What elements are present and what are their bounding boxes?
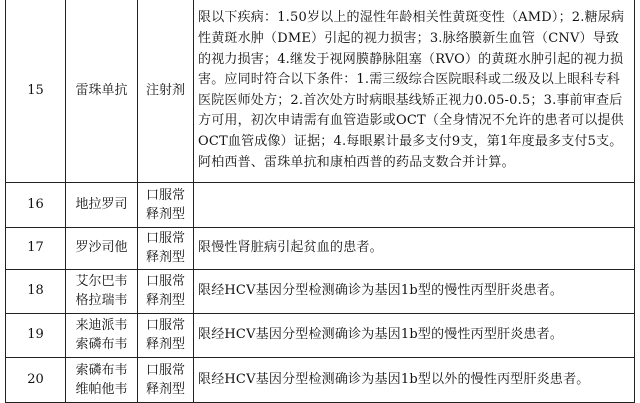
dosage-form-line: 释剂型	[145, 206, 185, 222]
table-row	[6, 0, 635, 182]
restriction-note: 限经HCV基因分型检测确诊为基因1b型以外的慢性丙型肝炎患者。	[194, 357, 635, 402]
dosage-form	[138, 182, 194, 227]
dosage-form	[138, 357, 194, 402]
drug-name: 罗沙司他	[66, 227, 138, 269]
restriction-note	[194, 182, 635, 227]
drug-name: 地拉罗司	[66, 182, 138, 227]
dosage-form-line: 口服常	[145, 318, 185, 333]
dosage-form-line: 口服常	[145, 274, 185, 289]
dosage-form-line: 口服常	[145, 187, 185, 203]
dosage-form-line: 释剂型	[145, 293, 185, 308]
dosage-form	[138, 313, 194, 357]
row-number: 16	[6, 182, 66, 227]
drug-name-line: 索磷布韦	[75, 337, 128, 352]
drug-name: 雷珠单抗	[66, 0, 138, 182]
table-row	[6, 313, 635, 357]
row-number: 20	[6, 357, 66, 402]
dosage-form-line: 释剂型	[145, 337, 185, 352]
row-number: 15	[6, 0, 66, 182]
row-number: 18	[6, 269, 66, 313]
dosage-form-line: 口服常	[145, 231, 185, 246]
drug-name-line: 维帕他韦	[75, 381, 128, 397]
dosage-form-line: 释剂型	[145, 250, 185, 265]
table-row	[6, 357, 635, 402]
drug-name	[66, 269, 138, 313]
table-row	[6, 269, 635, 313]
restriction-note: 限经HCV基因分型检测确诊为基因1b型的慢性丙型肝炎患者。	[194, 269, 635, 313]
restriction-note-text: 限以下疾病：1.50岁以上的湿性年龄相关性黄斑变性（AMD）；2.糖尿病性黄斑水肿（DME）引起的视力损害；3.脉络膜新生血管（CNV）导致的视力损害；4.继发于视网膜静脉阻塞（RVO）的黄斑水肿引起的视力损害。应同时符合以下条件：1.需三级综合医院眼科或二级及以上眼科专科医院医师处方；2.首次处方时病眼基线矫正视力0.05-0.5；3.事前审查后方可用，初次申请需有血管造影或OCT（全身情况不允许的患者可以提供OCT血管成像）证据；4.每眼累计最多支付9支，第1年度最多支付5支。阿柏西普、雷珠单抗和康柏西普的药品支数合并计算。	[198, 10, 625, 170]
restriction-note	[194, 0, 635, 182]
table-row	[6, 182, 635, 227]
drug-name-line: 艾尔巴韦	[75, 274, 128, 289]
dosage-form: 注射剂	[138, 0, 194, 182]
drug-name-line: 索磷布韦	[75, 362, 128, 378]
table-row	[6, 227, 635, 269]
restriction-note: 限慢性肾脏病引起贫血的患者。	[194, 227, 635, 269]
drug-name	[66, 313, 138, 357]
restriction-note: 限经HCV基因分型检测确诊为基因1b型的慢性丙型肝炎患者。	[194, 313, 635, 357]
dosage-form-line: 释剂型	[145, 381, 185, 397]
dosage-form	[138, 227, 194, 269]
row-number: 19	[6, 313, 66, 357]
drug-name-line: 来迪派韦	[75, 318, 128, 333]
drug-name	[66, 357, 138, 402]
dosage-form	[138, 269, 194, 313]
row-number: 17	[6, 227, 66, 269]
drug-name-line: 格拉瑞韦	[75, 293, 128, 308]
drug-table	[5, 0, 635, 403]
dosage-form-line: 口服常	[145, 362, 185, 378]
